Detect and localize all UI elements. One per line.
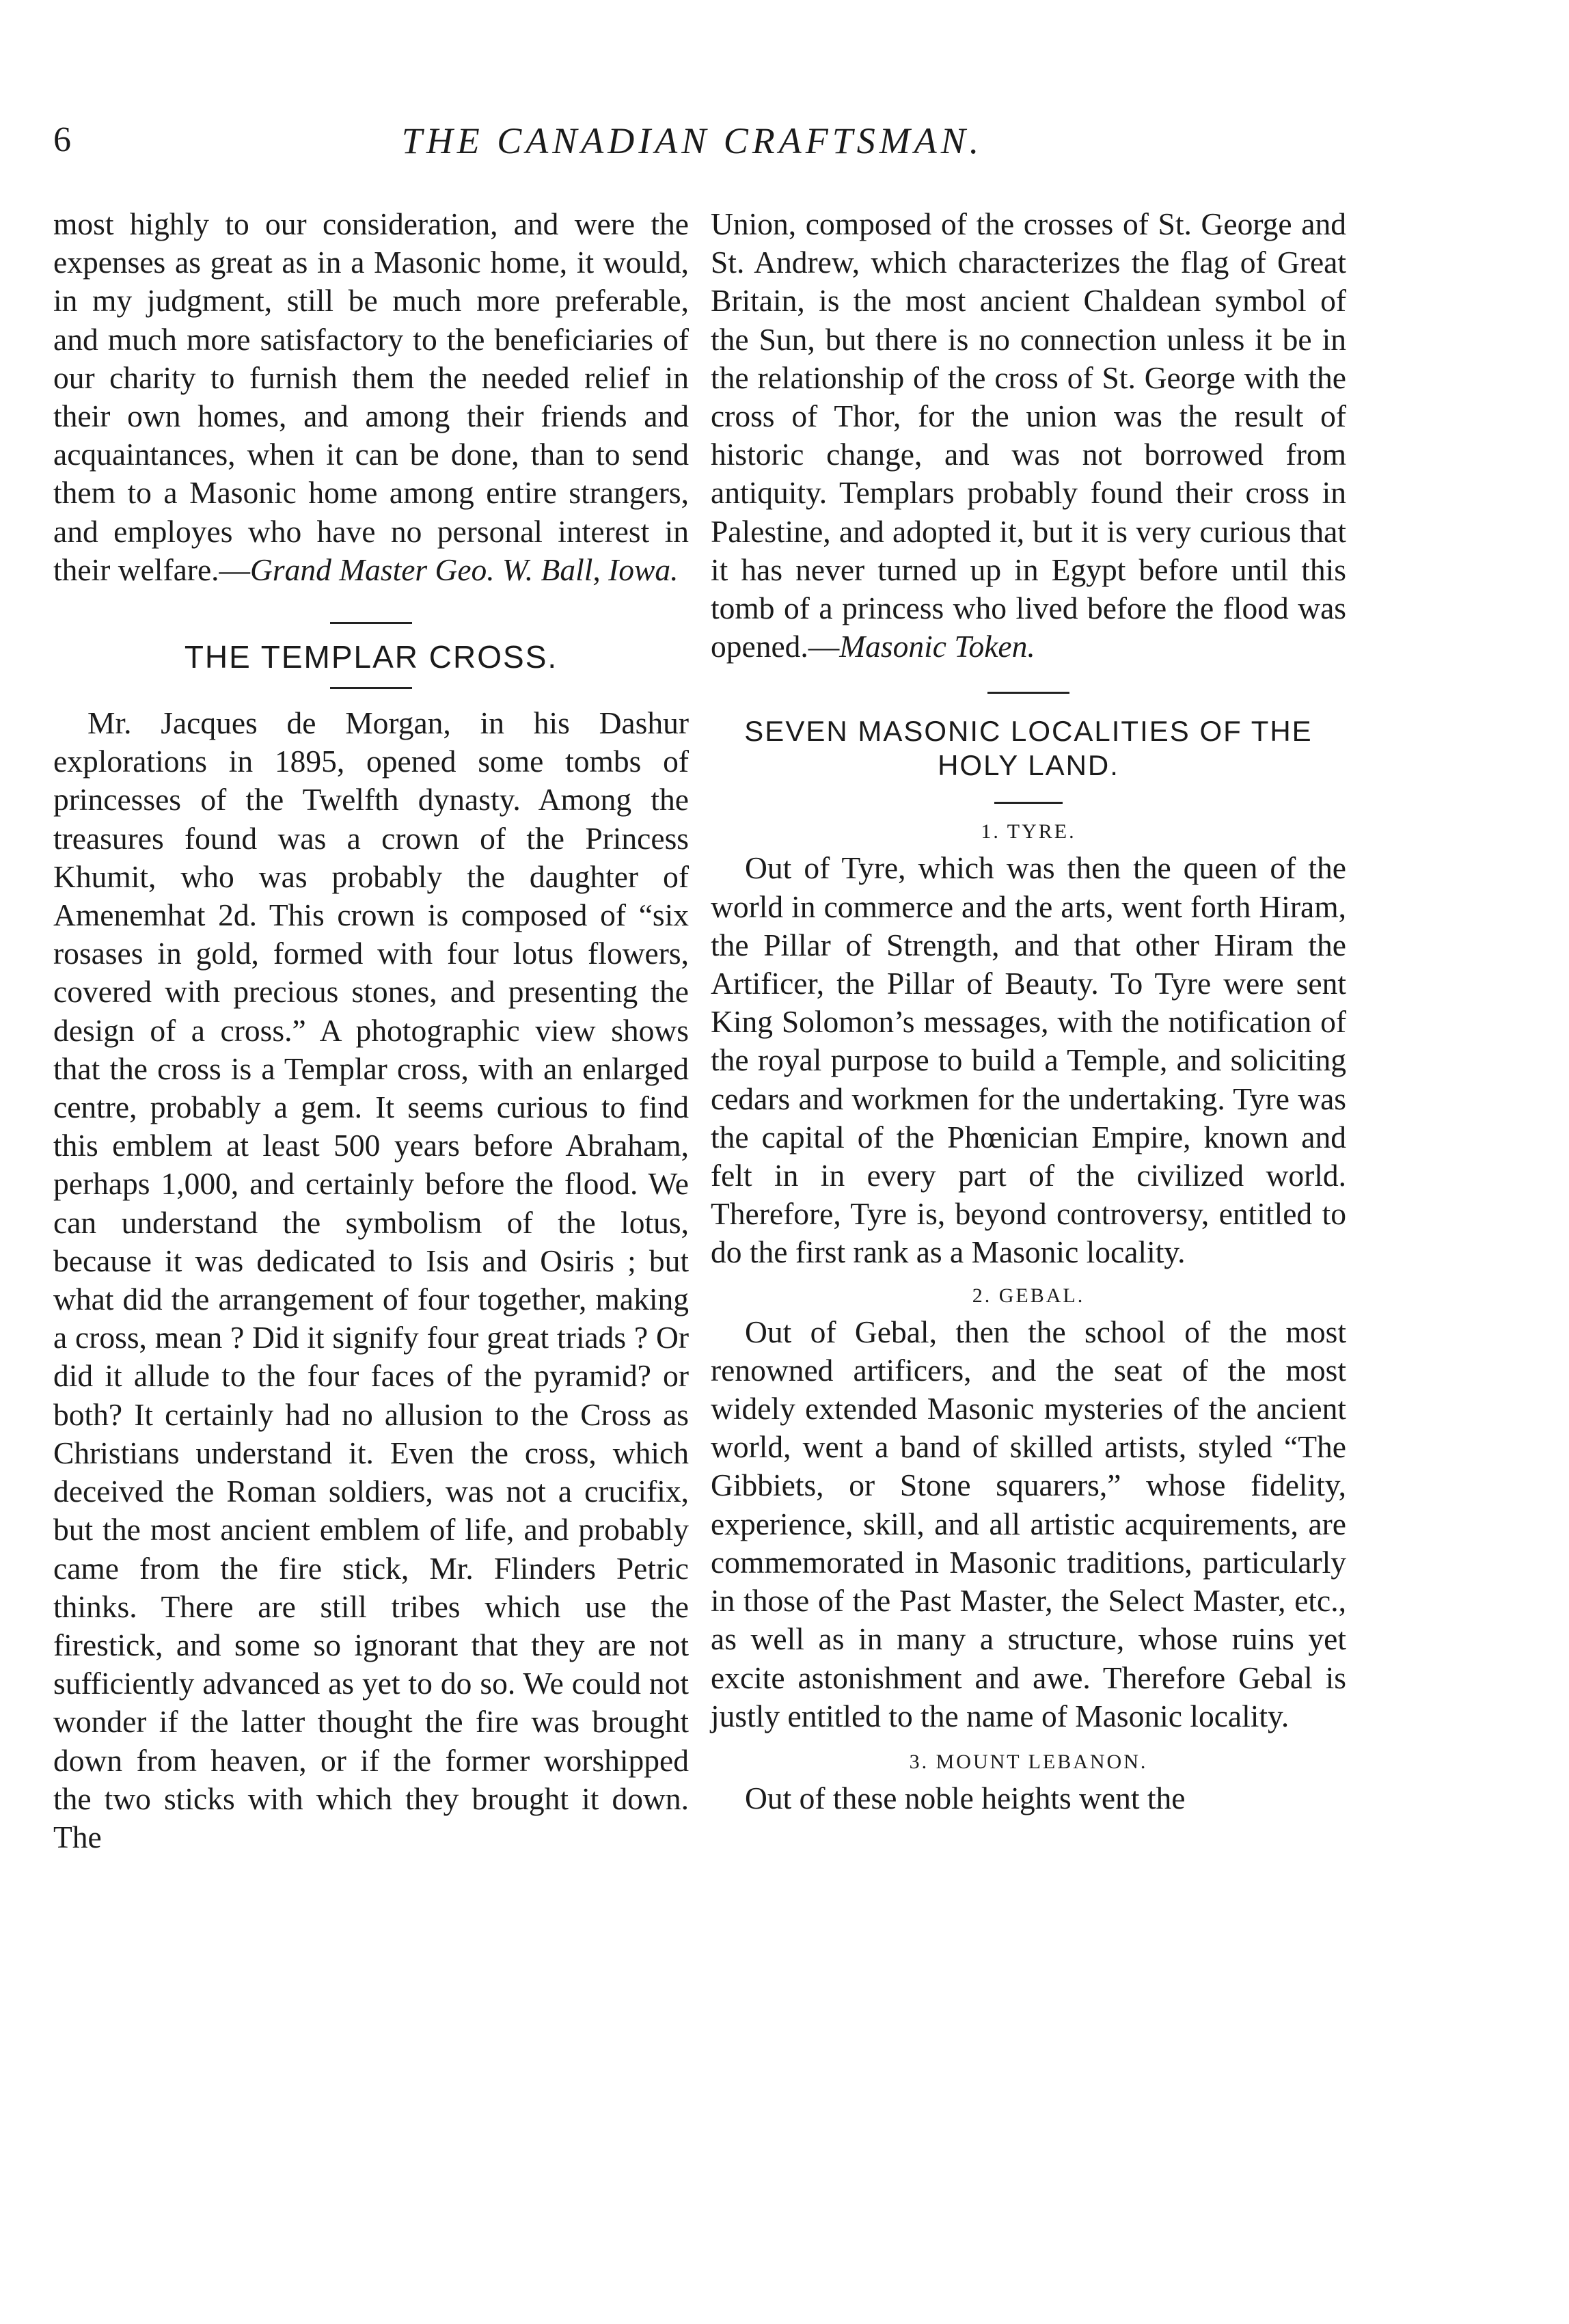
section-divider bbox=[330, 687, 412, 689]
page-number: 6 bbox=[53, 120, 71, 159]
paragraph-text: most highly to our consideration, and were the expenses as great as in a Masonic home, it would, in my judgment, still be much more preferable, and much more satisfactory to the beneficiaries of our charity to furnish them the needed relief in their own homes, and among their friends and acquaintances, when it can be done, than to send them to a Masonic home among entire strangers, and employes who have no personal interest in their welfare.— bbox=[53, 206, 689, 587]
section-body-mount-lebanon: Out of these noble heights went the bbox=[745, 1780, 1186, 1815]
article-title-templar-cross: THE TEMPLAR CROSS. bbox=[184, 639, 558, 675]
left-column bbox=[53, 205, 689, 1856]
section-body-tyre: Out of Tyre, which was then the queen of the world in commerce and the arts, went forth Hiram, the Pillar of Strength, and that other Hiram the Artificer, the Pillar of Beauty. To Tyre were sent King Solomon’s messages, with the notification of the royal purpose to build a Temple, and soliciting cedars and workmen for the undertaking. Tyre was the capital of the Phœnician Empire, known and felt in in every part of the civilized world. Therefore, Tyre is, beyond controversy, entitled to do the first rank as a Masonic locality. bbox=[711, 850, 1346, 1270]
article-body-templar-cross: Mr. Jacques de Morgan, in his Dashur explorations in 1895, opened some tombs of princesses of the Twelfth dynasty. Among the treasures found was a crown of the Princess Khumit, who was probably the daughter of Amenemhat 2d. This crown is composed of “six rosases in gold, formed with four lotus flowers, covered with precious stones, and presenting the design of a cross.” A photographic view shows that the cross is a Templar cross, with an enlarged centre, probably a gem. It seems curious to find this emblem at least 500 years before Abraham, perhaps 1,000, and certainly before the flood. We can understand the symbolism of the lotus, because it was dedicated to Isis and Osiris ; but what did the arrangement of four together, making a cross, mean ? Did it signify four great triads ? Or did it allude to the four faces of the pyramid? or both? It certainly had no allusion to the Cross as Christians understand it. Even the cross, which deceived the Roman soldiers, was not a crucifix, but the most ancient emblem of life, and probably came from the fire stick, Mr. Flinders Petric thinks. There are still tribes which use the firestick, and some so ignorant that they are not sufficiently advanced as yet to do so. We could not wonder if the latter thought the fire was brought down from heaven, or if the former worshipped the two sticks with which they brought it down. The bbox=[53, 705, 689, 1854]
paragraph-text: Union, composed of the crosses of St. George and St. Andrew, which characterizes the flag of Great Britain, is the most ancient Chaldean symbol of the Sun, but there is no connection unless it be in the relationship of the cross of St. George with the cross of Thor, for the union was the result of historic change, and was not borrowed from antiquity. Templars probably found their cross in Palestine, and adopted it, but it is very curious that it has never turned up in Egypt before until this tomb of a princess who lived before the flood was opened.— bbox=[711, 206, 1346, 664]
article-title-seven-localities: SEVEN MASONIC LOCALITIES OF THE HOLY LAND. bbox=[744, 715, 1313, 782]
article-paragraph bbox=[53, 205, 689, 589]
section-divider bbox=[330, 622, 412, 624]
section-body-gebal: Out of Gebal, then the school of the most renowned artificers, and the seat of the most widely extended Masonic mysteries of the ancient world, went a band of skilled artists, styled “The Gibbiets, or Stone squarers,” whose fidelity, experience, skill, and all artistic acquirements, are commemorated in Masonic traditions, particularly in those of the Past Master, the Select Master, etc., as well as in many a structure, whose ruins yet excite astonishment and awe. Therefore Gebal is justly entitled to the name of Masonic locality. bbox=[711, 1314, 1346, 1733]
running-title: THE CANADIAN CRAFTSMAN. bbox=[401, 120, 983, 161]
right-column bbox=[711, 205, 1346, 1818]
section-heading-tyre: 1. TYRE. bbox=[981, 820, 1076, 843]
section-heading-mount-lebanon: 3. MOUNT LEBANON. bbox=[909, 1750, 1148, 1773]
article-signature: Masonic Token. bbox=[839, 629, 1035, 664]
article-signature: Grand Master Geo. W. Ball, Iowa. bbox=[250, 552, 679, 587]
section-divider bbox=[994, 802, 1063, 804]
section-divider bbox=[987, 692, 1069, 694]
article-paragraph-continued bbox=[711, 205, 1346, 666]
page-header bbox=[53, 120, 1331, 181]
section-heading-gebal: 2. GEBAL. bbox=[972, 1284, 1085, 1307]
